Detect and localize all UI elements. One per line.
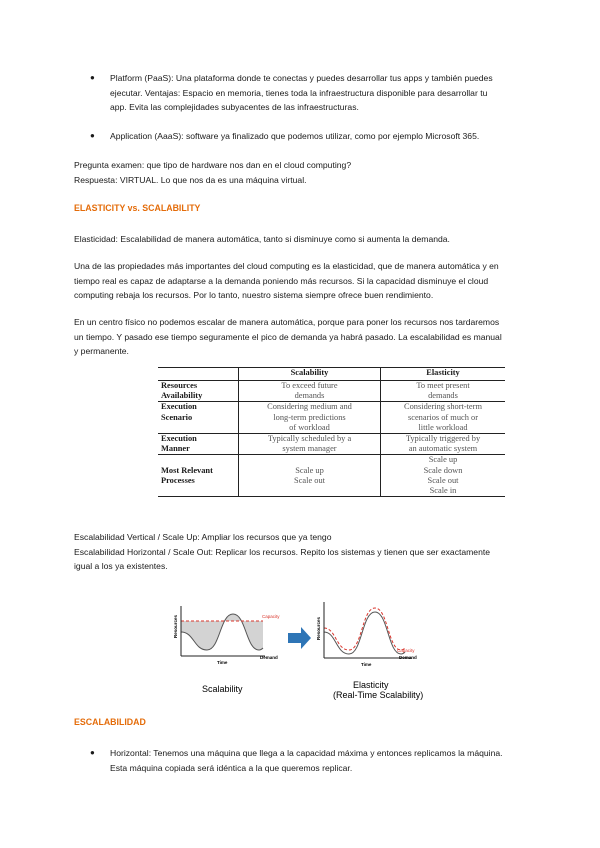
centro-line-1: En un centro físico no podemos escalar de manera automática, porque para poner los recursos nos tardaremos [74, 317, 500, 327]
table-header-scalability: Scalability [239, 368, 381, 381]
propiedades-line-2: tiempo real es capaz de adaptarse a la demanda poniendo más recursos. Si la capacidad disminuye el cloud [74, 275, 489, 286]
transition-arrow [288, 627, 311, 649]
figure-svg [150, 592, 450, 704]
vertical-definition: Escalabilidad Vertical / Scale Up: Ampliar los recursos que ya tengo [74, 532, 332, 542]
scalability-cell: Typically scheduled by a system manager [239, 434, 381, 455]
horizontal-definition-line-1: Escalabilidad Horizontal / Scale Out: Replicar los recursos. Repito los sistemas y tienen que ser exactamente [74, 546, 491, 557]
horizontal-definition-line-2: igual a los ya existentes. [74, 561, 168, 571]
right-demand-label: Demand [399, 655, 417, 660]
section-title-elasticity: ELASTICITY vs. SCALABILITY [74, 203, 201, 213]
row-header: Most Relevant Processes [161, 465, 213, 485]
table-row [158, 381, 505, 402]
right-caption-line-1: Elasticity [353, 680, 389, 690]
horizontal-line-1: Horizontal: Tenemos una máquina que llega a la capacidad máxima y entonces replicamos la máquina. [110, 748, 503, 758]
elasticity-cell: To meet present demands [381, 381, 506, 402]
elasticity-chart [316, 602, 423, 700]
bullet-dot: ● [90, 131, 95, 140]
left-capacity-label: Capacity [262, 614, 280, 619]
left-caption: Scalability [202, 684, 243, 694]
elasticity-cell: Considering short-term scenarios of much or little workload [381, 402, 506, 434]
right-xlabel: Time [361, 662, 372, 667]
table-header-row [158, 368, 505, 381]
elasticidad-paragraph: Elasticidad: Escalabilidad de manera automática, tanto si disminuye como si aumenta la demanda. [74, 234, 450, 244]
propiedades-line-3: computing rebaja los recursos. Por lo tanto, nuestro sistema siempre ofrece buen rendimiento. [74, 290, 434, 300]
table-row [158, 434, 505, 455]
bullet-dot: ● [90, 748, 95, 757]
right-ylabel: Resources [316, 616, 321, 640]
section-title-escalabilidad: ESCALABILIDAD [74, 717, 146, 727]
horizontal-line-2: Esta máquina copiada será idéntica a la que queremos replicar. [110, 762, 353, 773]
right-demand-curve [324, 612, 405, 654]
exam-answer: Respuesta: VIRTUAL. Lo que nos da es una máquina virtual. [74, 174, 307, 185]
row-header: Execution Scenario [158, 402, 239, 434]
table-row [158, 455, 505, 497]
scalability-cell: To exceed future demands [239, 381, 381, 402]
elasticity-cell: Typically triggered by an automatic system [381, 434, 506, 455]
bullet-dot: ● [90, 73, 95, 82]
aaas-line-1: Application (AaaS): software ya finalizado que podemos utilizar, como por ejemplo Microsoft 365. [110, 131, 480, 141]
left-shaded-area [181, 614, 263, 650]
table-header-empty [158, 368, 239, 381]
paas-line-2: ejecutar. Ventajas: Espacio en memoria, tienes toda la infraestructura disponible para desarrollar tu [110, 87, 488, 98]
scalability-cell: Scale up Scale out [239, 455, 381, 497]
left-xlabel: Time [217, 660, 228, 665]
aaas-bullet [110, 129, 530, 144]
right-capacity-label: Capacity [397, 648, 415, 653]
paas-line-1: Platform (PaaS): Una plataforma donde te conectas y puedes desarrollar tus apps y también puedes [110, 73, 493, 83]
left-demand-label: Demand [260, 655, 278, 660]
table-row [158, 402, 505, 434]
paas-bullet [110, 71, 530, 115]
horizontal-bullet [110, 746, 530, 775]
centro-paragraph [74, 315, 528, 359]
table-header-elasticity: Elasticity [381, 368, 506, 381]
row-header: Resources Availability [158, 381, 239, 402]
exam-block [74, 158, 528, 187]
comparison-table [158, 367, 505, 497]
left-ylabel: Resources [173, 614, 178, 638]
scalability-elasticity-figure [150, 592, 450, 709]
scale-definitions [74, 530, 528, 574]
scalability-cell: Considering medium and long-term predictions of workload [239, 402, 381, 434]
centro-line-3: y permanente. [74, 346, 129, 356]
elasticity-cell: Scale up Scale down Scale out Scale in [423, 455, 463, 496]
exam-question: Pregunta examen: que tipo de hardware nos dan en el cloud computing? [74, 160, 352, 170]
centro-line-2: un tiempo. Y pasado ese tiempo seguramente el pico de demanda ya habrá pasado. La escalabilidad es manual [74, 331, 502, 342]
row-header: Execution Manner [158, 434, 239, 455]
right-caption-line-2: (Real-Time Scalability) [333, 690, 424, 700]
paas-line-3: app. Evita las complejidades subyacentes de las infraestructuras. [110, 102, 359, 112]
propiedades-line-1: Una de las propiedades más importantes del cloud computing es la elasticidad, que de manera automática y en [74, 261, 499, 271]
scalability-chart [173, 606, 280, 694]
propiedades-paragraph [74, 259, 528, 303]
